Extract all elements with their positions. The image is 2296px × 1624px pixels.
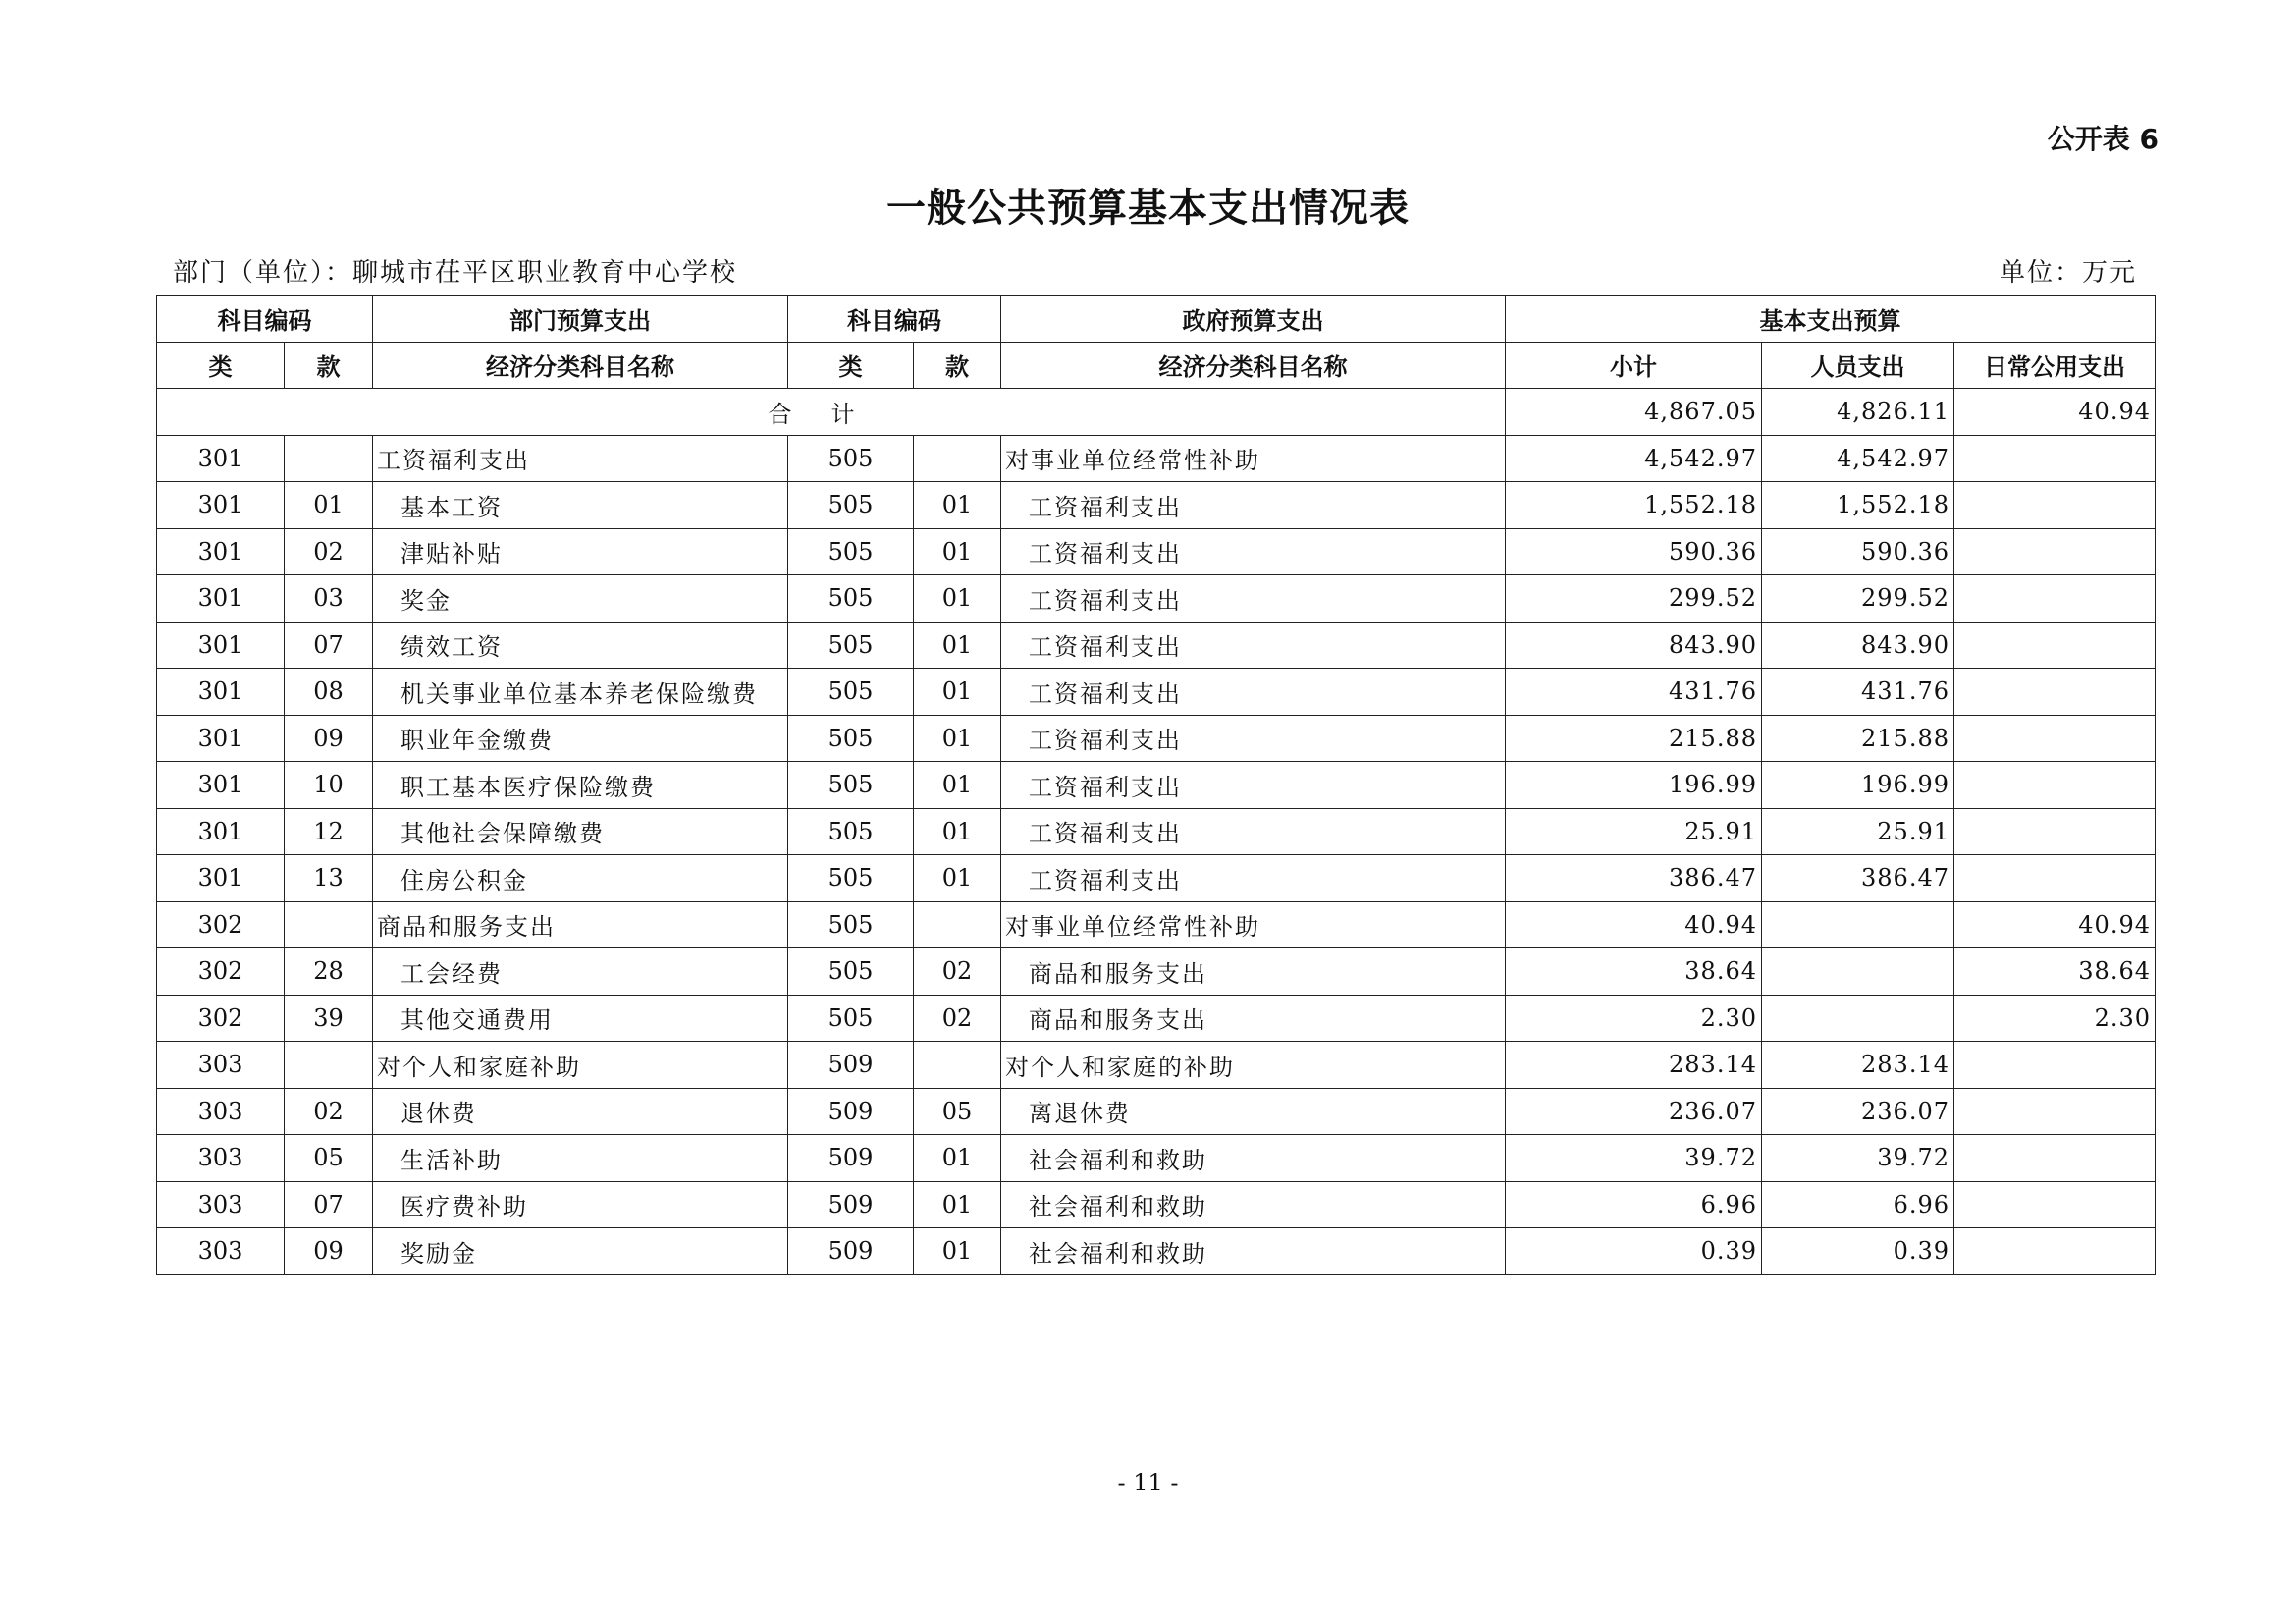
cell-dept-name: 基本工资 [373, 482, 788, 529]
header-kuan: 款 [285, 342, 373, 389]
cell-kuan: 39 [285, 995, 373, 1042]
cell-daily [1954, 669, 2156, 716]
page-number: - 11 - [1117, 1469, 1179, 1496]
cell-subtotal: 299.52 [1506, 575, 1762, 623]
cell-kuan: 28 [285, 948, 373, 996]
cell-personnel: 6.96 [1762, 1181, 1954, 1228]
cell-daily [1954, 575, 2156, 623]
cell-lei: 302 [157, 995, 285, 1042]
cell-gov-kuan: 01 [914, 715, 1001, 762]
table-row [157, 1228, 2156, 1275]
header-daily: 日常公用支出 [1954, 342, 2156, 389]
cell-lei: 302 [157, 948, 285, 996]
cell-gov-kuan [914, 435, 1001, 482]
cell-gov-kuan: 02 [914, 948, 1001, 996]
cell-lei: 303 [157, 1042, 285, 1089]
cell-lei: 301 [157, 575, 285, 623]
cell-gov-name: 工资福利支出 [1001, 808, 1506, 855]
cell-lei: 301 [157, 435, 285, 482]
table-row [157, 715, 2156, 762]
cell-kuan: 12 [285, 808, 373, 855]
cell-lei: 301 [157, 622, 285, 669]
cell-kuan: 09 [285, 715, 373, 762]
cell-subtotal: 39.72 [1506, 1135, 1762, 1182]
header-gov-kuan: 款 [914, 342, 1001, 389]
table-row [157, 855, 2156, 902]
cell-personnel: 386.47 [1762, 855, 1954, 902]
cell-lei: 303 [157, 1228, 285, 1275]
header-dept-name: 经济分类科目名称 [373, 342, 788, 389]
table-row [157, 528, 2156, 575]
cell-subtotal: 386.47 [1506, 855, 1762, 902]
cell-personnel: 590.36 [1762, 528, 1954, 575]
cell-dept-name: 奖励金 [373, 1228, 788, 1275]
cell-daily [1954, 1228, 2156, 1275]
cell-gov-kuan [914, 1042, 1001, 1089]
cell-personnel: 299.52 [1762, 575, 1954, 623]
cell-dept-name: 住房公积金 [373, 855, 788, 902]
cell-gov-lei: 505 [788, 855, 914, 902]
cell-daily [1954, 622, 2156, 669]
total-daily: 40.94 [1954, 389, 2156, 436]
cell-dept-name: 工会经费 [373, 948, 788, 996]
cell-dept-name: 职业年金缴费 [373, 715, 788, 762]
cell-personnel: 1,552.18 [1762, 482, 1954, 529]
cell-gov-name: 工资福利支出 [1001, 855, 1506, 902]
cell-subtotal: 40.94 [1506, 901, 1762, 948]
cell-kuan: 08 [285, 669, 373, 716]
cell-gov-lei: 505 [788, 482, 914, 529]
cell-daily [1954, 1135, 2156, 1182]
cell-gov-kuan: 01 [914, 1228, 1001, 1275]
header-personnel: 人员支出 [1762, 342, 1954, 389]
header-dept-expenditure: 部门预算支出 [373, 296, 788, 343]
cell-subtotal: 283.14 [1506, 1042, 1762, 1089]
cell-gov-lei: 505 [788, 948, 914, 996]
table-row [157, 622, 2156, 669]
table-row [157, 1181, 2156, 1228]
cell-gov-lei: 509 [788, 1181, 914, 1228]
table-row [157, 901, 2156, 948]
cell-dept-name: 绩效工资 [373, 622, 788, 669]
cell-personnel [1762, 995, 1954, 1042]
cell-lei: 301 [157, 715, 285, 762]
cell-lei: 301 [157, 669, 285, 716]
cell-dept-name: 其他社会保障缴费 [373, 808, 788, 855]
cell-daily [1954, 1088, 2156, 1135]
cell-gov-lei: 505 [788, 715, 914, 762]
cell-gov-lei: 509 [788, 1088, 914, 1135]
cell-daily [1954, 855, 2156, 902]
cell-gov-lei: 509 [788, 1042, 914, 1089]
cell-gov-lei: 505 [788, 995, 914, 1042]
cell-subtotal: 25.91 [1506, 808, 1762, 855]
cell-kuan [285, 901, 373, 948]
cell-gov-kuan: 01 [914, 528, 1001, 575]
cell-lei: 301 [157, 855, 285, 902]
table-row [157, 1042, 2156, 1089]
cell-gov-name: 社会福利和救助 [1001, 1181, 1506, 1228]
header-row-1 [157, 296, 2156, 343]
header-lei: 类 [157, 342, 285, 389]
cell-lei: 301 [157, 808, 285, 855]
cell-daily: 40.94 [1954, 901, 2156, 948]
cell-personnel [1762, 948, 1954, 996]
cell-dept-name: 医疗费补助 [373, 1181, 788, 1228]
table-row [157, 435, 2156, 482]
cell-gov-kuan: 01 [914, 855, 1001, 902]
cell-gov-name: 对个人和家庭的补助 [1001, 1042, 1506, 1089]
cell-gov-lei: 505 [788, 435, 914, 482]
cell-gov-name: 工资福利支出 [1001, 528, 1506, 575]
cell-gov-name: 工资福利支出 [1001, 622, 1506, 669]
table-row [157, 575, 2156, 623]
cell-subtotal: 843.90 [1506, 622, 1762, 669]
cell-kuan: 02 [285, 1088, 373, 1135]
cell-dept-name: 生活补助 [373, 1135, 788, 1182]
cell-personnel [1762, 901, 1954, 948]
cell-personnel: 236.07 [1762, 1088, 1954, 1135]
cell-personnel: 843.90 [1762, 622, 1954, 669]
cell-daily [1954, 715, 2156, 762]
cell-gov-name: 工资福利支出 [1001, 575, 1506, 623]
budget-table [156, 295, 2156, 1275]
cell-kuan: 09 [285, 1228, 373, 1275]
cell-gov-kuan: 01 [914, 482, 1001, 529]
cell-gov-kuan [914, 901, 1001, 948]
cell-kuan [285, 435, 373, 482]
cell-gov-name: 工资福利支出 [1001, 482, 1506, 529]
cell-dept-name: 对个人和家庭补助 [373, 1042, 788, 1089]
cell-gov-lei: 505 [788, 575, 914, 623]
cell-gov-kuan: 05 [914, 1088, 1001, 1135]
cell-daily [1954, 1181, 2156, 1228]
cell-kuan: 07 [285, 622, 373, 669]
cell-personnel: 196.99 [1762, 762, 1954, 809]
cell-subtotal: 590.36 [1506, 528, 1762, 575]
cell-gov-kuan: 01 [914, 575, 1001, 623]
cell-daily [1954, 528, 2156, 575]
cell-gov-name: 工资福利支出 [1001, 762, 1506, 809]
cell-kuan: 05 [285, 1135, 373, 1182]
cell-subtotal: 0.39 [1506, 1228, 1762, 1275]
cell-dept-name: 退休费 [373, 1088, 788, 1135]
table-row [157, 669, 2156, 716]
cell-gov-name: 工资福利支出 [1001, 669, 1506, 716]
cell-subtotal: 236.07 [1506, 1088, 1762, 1135]
cell-lei: 303 [157, 1181, 285, 1228]
cell-subtotal: 1,552.18 [1506, 482, 1762, 529]
cell-gov-kuan: 02 [914, 995, 1001, 1042]
cell-personnel: 431.76 [1762, 669, 1954, 716]
header-basic-budget: 基本支出预算 [1506, 296, 2156, 343]
cell-kuan: 01 [285, 482, 373, 529]
department-label: 部门（单位）：聊城市茌平区职业教育中心学校 [173, 258, 738, 288]
cell-personnel: 39.72 [1762, 1135, 1954, 1182]
table-row [157, 948, 2156, 996]
table-row [157, 1135, 2156, 1182]
cell-gov-kuan: 01 [914, 1135, 1001, 1182]
cell-gov-name: 社会福利和救助 [1001, 1228, 1506, 1275]
cell-gov-lei: 509 [788, 1135, 914, 1182]
page-title: 一般公共预算基本支出情况表 [886, 186, 1410, 231]
cell-subtotal: 196.99 [1506, 762, 1762, 809]
header-gov-expenditure: 政府预算支出 [1001, 296, 1506, 343]
cell-kuan [285, 1042, 373, 1089]
table-row [157, 762, 2156, 809]
unit-label: 单位：万元 [1999, 258, 2137, 288]
table-tag: 公开表 6 [2047, 123, 2159, 155]
header-gov-lei: 类 [788, 342, 914, 389]
cell-lei: 303 [157, 1135, 285, 1182]
table-row [157, 995, 2156, 1042]
cell-gov-kuan: 01 [914, 762, 1001, 809]
cell-personnel: 25.91 [1762, 808, 1954, 855]
cell-gov-lei: 505 [788, 762, 914, 809]
cell-gov-lei: 505 [788, 669, 914, 716]
cell-dept-name: 机关事业单位基本养老保险缴费 [373, 669, 788, 716]
header-gov-name: 经济分类科目名称 [1001, 342, 1506, 389]
cell-daily [1954, 808, 2156, 855]
cell-daily: 2.30 [1954, 995, 2156, 1042]
cell-lei: 301 [157, 762, 285, 809]
cell-lei: 302 [157, 901, 285, 948]
cell-lei: 301 [157, 482, 285, 529]
cell-kuan: 07 [285, 1181, 373, 1228]
cell-daily [1954, 435, 2156, 482]
cell-personnel: 0.39 [1762, 1228, 1954, 1275]
cell-gov-name: 工资福利支出 [1001, 715, 1506, 762]
cell-gov-lei: 509 [788, 1228, 914, 1275]
cell-dept-name: 商品和服务支出 [373, 901, 788, 948]
cell-kuan: 02 [285, 528, 373, 575]
cell-gov-kuan: 01 [914, 808, 1001, 855]
cell-daily [1954, 482, 2156, 529]
cell-kuan: 13 [285, 855, 373, 902]
total-row [157, 389, 2156, 436]
cell-dept-name: 津贴补贴 [373, 528, 788, 575]
total-subtotal: 4,867.05 [1506, 389, 1762, 436]
cell-gov-name: 商品和服务支出 [1001, 948, 1506, 996]
cell-daily [1954, 1042, 2156, 1089]
cell-dept-name: 工资福利支出 [373, 435, 788, 482]
cell-personnel: 215.88 [1762, 715, 1954, 762]
cell-dept-name: 其他交通费用 [373, 995, 788, 1042]
cell-gov-name: 社会福利和救助 [1001, 1135, 1506, 1182]
cell-subtotal: 38.64 [1506, 948, 1762, 996]
cell-gov-name: 离退休费 [1001, 1088, 1506, 1135]
cell-subtotal: 431.76 [1506, 669, 1762, 716]
cell-personnel: 4,542.97 [1762, 435, 1954, 482]
cell-gov-lei: 505 [788, 528, 914, 575]
table-row [157, 808, 2156, 855]
cell-personnel: 283.14 [1762, 1042, 1954, 1089]
cell-gov-name: 商品和服务支出 [1001, 995, 1506, 1042]
total-label: 合计 [157, 389, 1506, 436]
total-personnel: 4,826.11 [1762, 389, 1954, 436]
table-row [157, 1088, 2156, 1135]
cell-kuan: 03 [285, 575, 373, 623]
cell-lei: 303 [157, 1088, 285, 1135]
cell-lei: 301 [157, 528, 285, 575]
cell-gov-name: 对事业单位经常性补助 [1001, 901, 1506, 948]
cell-gov-kuan: 01 [914, 1181, 1001, 1228]
cell-gov-name: 对事业单位经常性补助 [1001, 435, 1506, 482]
cell-dept-name: 奖金 [373, 575, 788, 623]
cell-daily: 38.64 [1954, 948, 2156, 996]
header-gov-code: 科目编码 [788, 296, 1001, 343]
cell-gov-lei: 505 [788, 808, 914, 855]
header-dept-code: 科目编码 [157, 296, 373, 343]
table-row [157, 482, 2156, 529]
cell-gov-lei: 505 [788, 622, 914, 669]
cell-gov-kuan: 01 [914, 669, 1001, 716]
cell-dept-name: 职工基本医疗保险缴费 [373, 762, 788, 809]
cell-subtotal: 2.30 [1506, 995, 1762, 1042]
cell-gov-lei: 505 [788, 901, 914, 948]
cell-daily [1954, 762, 2156, 809]
cell-subtotal: 215.88 [1506, 715, 1762, 762]
header-subtotal: 小计 [1506, 342, 1762, 389]
cell-subtotal: 6.96 [1506, 1181, 1762, 1228]
cell-kuan: 10 [285, 762, 373, 809]
header-row-2 [157, 342, 2156, 389]
cell-gov-kuan: 01 [914, 622, 1001, 669]
cell-subtotal: 4,542.97 [1506, 435, 1762, 482]
